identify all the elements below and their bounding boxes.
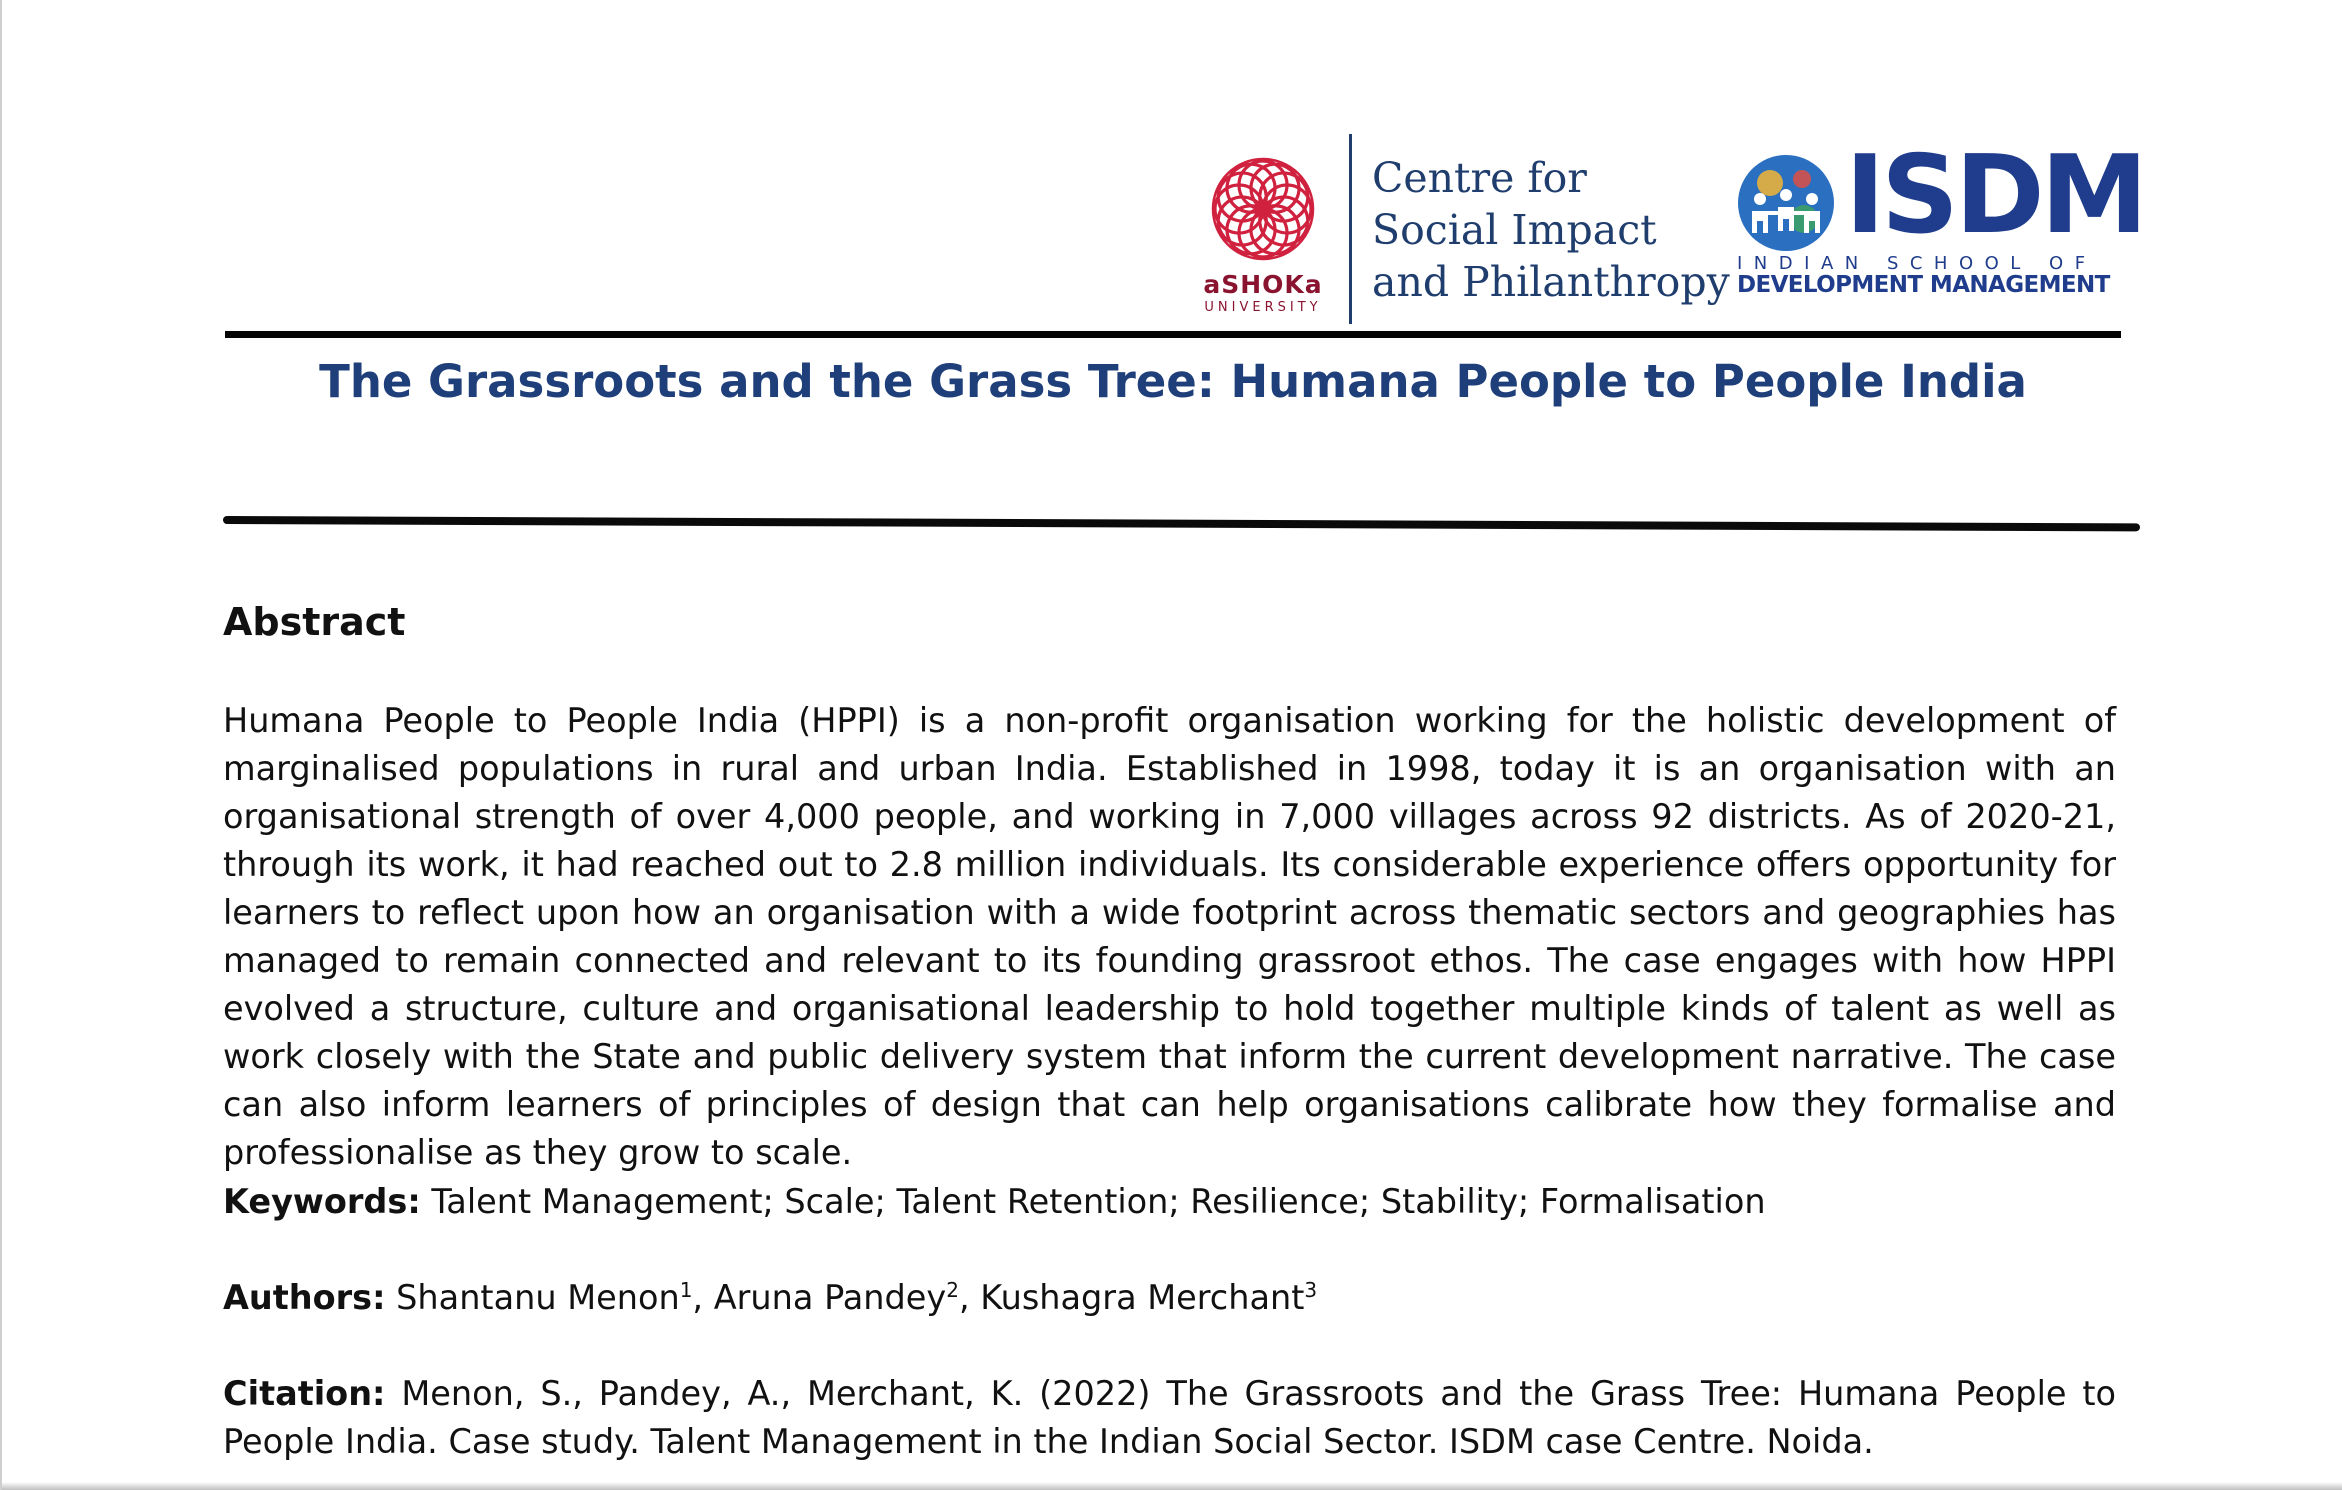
authors-line (223, 1274, 2116, 1322)
isdm-logo (1735, 133, 2145, 310)
author-name: Shantanu Menon (396, 1278, 680, 1317)
citation-line (223, 1370, 2116, 1466)
isdm-line-1: INDIAN SCHOOL OF (1737, 253, 2097, 274)
header-rule (225, 331, 2121, 338)
ashoka-subtitle: UNIVERSITY (1204, 300, 1322, 315)
title-rule (223, 516, 2140, 531)
isdm-acronym: ISDM (1845, 133, 2145, 258)
author-affiliation: 3 (1304, 1277, 1318, 1302)
centre-line-2: Social Impact (1372, 206, 1657, 254)
ashoka-emblem-icon (1208, 154, 1318, 264)
isdm-line-2: DEVELOPMENT MANAGEMENT (1737, 272, 2110, 298)
author-affiliation: 2 (946, 1277, 959, 1302)
document-title: The Grassroots and the Grass Tree: Humana People to People India (319, 355, 2027, 408)
centre-line-3: and Philanthropy (1372, 258, 1730, 306)
author-affiliation: 1 (679, 1277, 693, 1302)
author-separator: , (958, 1278, 981, 1317)
abstract-heading: Abstract (223, 600, 406, 644)
isdm-globe-icon (1736, 153, 1836, 253)
authors-label: Authors: (223, 1278, 386, 1317)
keywords-line (223, 1178, 2116, 1226)
author-name: Aruna Pandey (713, 1278, 947, 1317)
page-bottom-edge (2, 1482, 2342, 1490)
centre-line-1: Centre for (1372, 154, 1587, 202)
author-name: Kushagra Merchant (980, 1278, 1305, 1317)
abstract-body: Humana People to People India (HPPI) is a non-profit organisation working for the holistic development of marginalised populations in rural and urban India. Established in 1998, today it is an organisation with an organisational strength of over 4,000 people, and working in 7,000 villages across 92 districts. As of 2020-21, through its work, it had reached out to 2.8 million individuals. Its considerable experience offers opportunity for learners to reflect upon how an organisation with a wide footprint across thematic sectors and geographies has managed to remain connected and relevant to its founding grassroot ethos. The case engages with how HPPI evolved a structure, culture and organisational leadership to hold together multiple kinds of talent as well as work closely with the State and public delivery system that inform the current development narrative. The case can also inform learners of principles of design that can help organisations calibrate how they formalise and professionalise as they grow to scale. (223, 701, 2116, 1172)
citation-value: Menon, S., Pandey, A., Merchant, K. (2022) The Grassroots and the Grass Tree: Humana People to People India. Case study. Talent Management in the Indian Social Sector. ISDM case Centre. Noida. (223, 1374, 2117, 1461)
keywords-value: Talent Management; Scale; Talent Retention; Resilience; Stability; Formalisation (431, 1182, 1766, 1221)
logo-divider (1349, 134, 1352, 324)
citation-label: Citation: (223, 1374, 386, 1413)
ashoka-university-logo (1198, 154, 1328, 314)
author-separator: , (692, 1278, 714, 1317)
centre-logo-text (1372, 152, 1730, 308)
ashoka-name: aSHOKa (1203, 270, 1323, 299)
keywords-label: Keywords: (223, 1182, 421, 1221)
